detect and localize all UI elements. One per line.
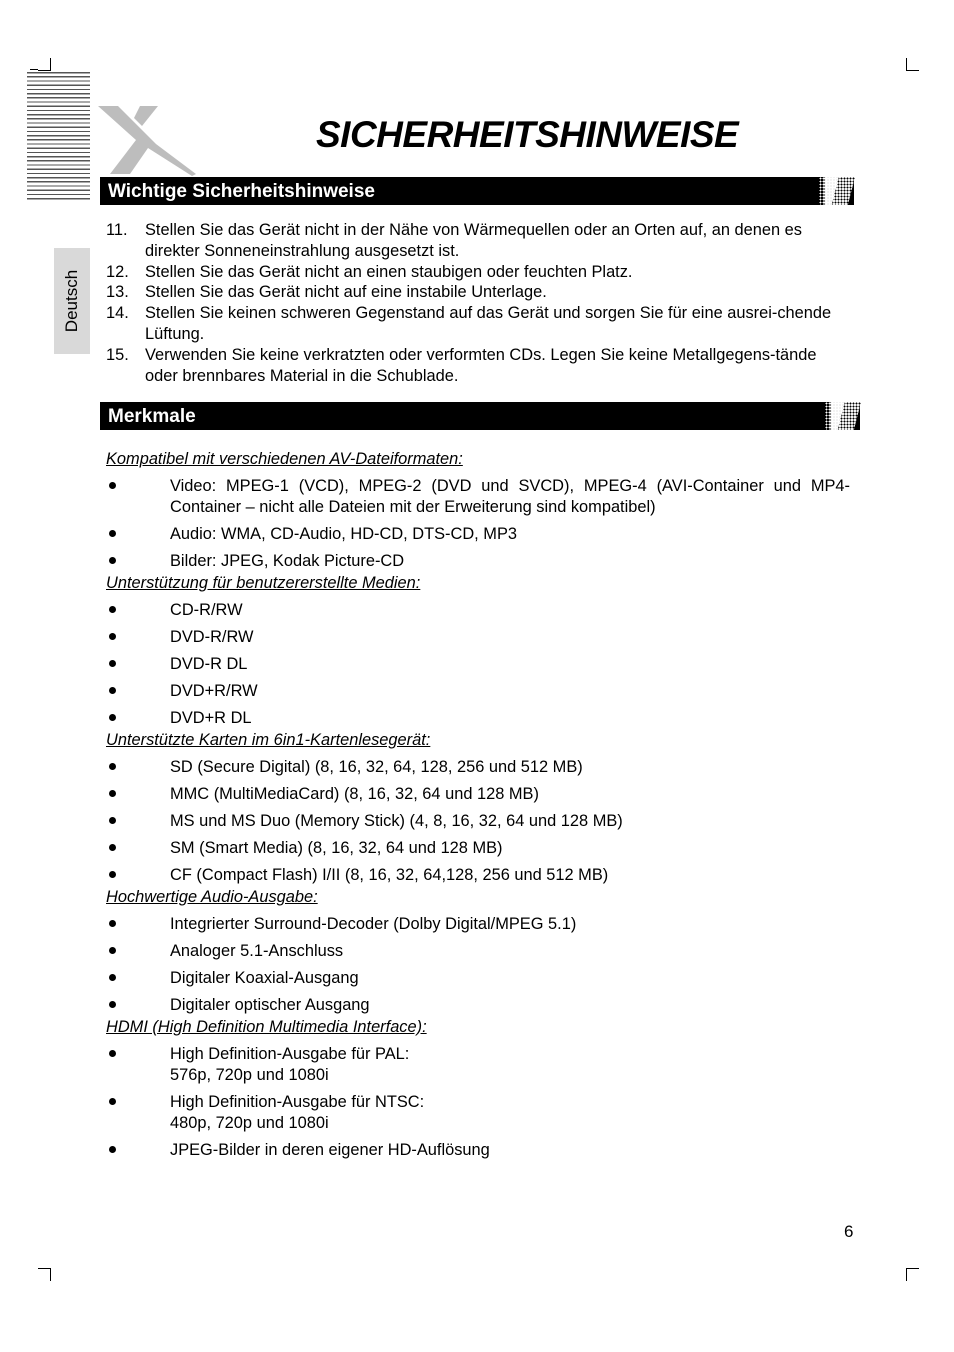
feature-item-text: Bilder: JPEG, Kodak Picture-CD (170, 552, 405, 570)
feature-item-text: DVD+R/RW (170, 682, 258, 700)
feature-item-text: CD-R/RW (170, 601, 243, 619)
feature-group (106, 887, 850, 1016)
bullet-icon (106, 1044, 170, 1086)
feature-item-text: Audio: WMA, CD-Audio, HD-CD, DTS-CD, MP3 (170, 525, 517, 543)
list-item-text: Stellen Sie keinen schweren Gegenstand auf das Gerät und sorgen Sie für eine ausrei-chende Lüftung. (145, 304, 832, 343)
bullet-icon (106, 524, 170, 545)
bullet-icon (106, 1140, 170, 1161)
feature-group-title: Kompatibel mit verschiedenen AV-Dateiformaten: (106, 450, 463, 468)
feature-group (106, 1017, 850, 1161)
language-tab (54, 248, 90, 354)
list-item-number: 11. (106, 221, 128, 239)
safety-instructions-list (106, 220, 850, 386)
page-title: SICHERHEITSHINWEISE (316, 114, 739, 155)
x-logo-icon (96, 104, 200, 178)
language-tab-label: Deutsch (62, 269, 81, 333)
feature-item-text: DVD-R/RW (170, 628, 254, 646)
feature-item (106, 757, 850, 778)
feature-item-text: DVD-R DL (170, 655, 248, 673)
crop-mark-bottom-left (38, 1268, 51, 1281)
bullet-icon (106, 551, 170, 572)
feature-item (106, 524, 850, 545)
bullet-icon (106, 995, 170, 1016)
bullet-icon (106, 476, 170, 518)
crop-mark-top-right (906, 58, 919, 71)
list-item (106, 345, 850, 387)
crop-mark-top-left (38, 58, 51, 71)
bullet-icon (106, 1092, 170, 1134)
feature-item-text: SM (Smart Media) (8, 16, 32, 64 und 128 MB) (170, 839, 503, 857)
list-item (106, 282, 850, 303)
list-item-number: 13. (106, 283, 129, 302)
feature-item-text: MS und MS Duo (Memory Stick) (4, 8, 16, 32, 64 und 128 MB) (170, 812, 623, 830)
feature-item-text: Digitaler Koaxial-Ausgang (170, 969, 359, 987)
list-item (106, 303, 850, 345)
feature-item (106, 968, 850, 989)
bullet-icon (106, 811, 170, 832)
section-heading-features: Merkmale (108, 406, 196, 427)
feature-item (106, 708, 850, 729)
bullet-icon (106, 941, 170, 962)
list-item-text: Verwenden Sie keine verkratzten oder verformten CDs. Legen Sie keine Metallgegens-tände oder brennbares Material in die Schublade. (145, 345, 817, 385)
list-item-number: 12. (106, 262, 129, 281)
feature-group (106, 573, 850, 729)
feature-item-text: Analoger 5.1-Anschluss (170, 942, 344, 960)
list-item (106, 220, 850, 262)
list-item-number: 14. (106, 304, 129, 323)
feature-group-title: Unterstützung für benutzererstellte Medien: (106, 574, 421, 592)
list-item-number: 15. (106, 345, 129, 364)
feature-item (106, 995, 850, 1016)
feature-group (106, 730, 850, 886)
bullet-icon (106, 627, 170, 648)
feature-item-text: SD (Secure Digital) (8, 16, 32, 64, 128, 256 und 512 MB) (170, 758, 583, 776)
feature-group-title: Hochwertige Audio-Ausgabe: (106, 888, 318, 906)
feature-item-text: Digitaler optischer Ausgang (170, 996, 370, 1014)
feature-item (106, 914, 850, 935)
feature-item (106, 838, 850, 859)
feature-item (106, 681, 850, 702)
feature-item (106, 811, 850, 832)
list-item-text: Stellen Sie das Gerät nicht an einen staubigen oder feuchten Platz. (145, 262, 633, 281)
feature-item (106, 551, 850, 572)
feature-item-text: DVD+R DL (170, 709, 252, 727)
feature-group-title: Unterstützte Karten im 6in1-Kartenlesegerät: (106, 731, 431, 749)
list-item (106, 262, 850, 283)
bullet-icon (106, 914, 170, 935)
feature-item-text: Video: MPEG-1 (VCD), MPEG-2 (DVD und SVCD), MPEG-4 (AVI-Container und MP4-Container – nicht alle Dateien mit der Erweiterung sind kompatibel) (170, 477, 850, 516)
feature-item (106, 654, 850, 675)
bullet-icon (106, 968, 170, 989)
list-item-text: Stellen Sie das Gerät nicht in der Nähe von Wärmequellen oder an Orten auf, an denen es direkter Sonneneinstrahlung ausgesetzt ist. (145, 221, 802, 260)
feature-item (106, 476, 850, 518)
feature-item (106, 1044, 850, 1086)
feature-item (106, 627, 850, 648)
feature-item-text: High Definition-Ausgabe für NTSC: 480p, 720p und 1080i (170, 1093, 425, 1132)
bullet-icon (106, 708, 170, 729)
bullet-icon (106, 784, 170, 805)
bullet-icon (106, 757, 170, 778)
section-heading-safety: Wichtige Sicherheitshinweise (108, 181, 375, 202)
feature-item-text: High Definition-Ausgabe für PAL: 576p, 720p und 1080i (170, 1045, 410, 1084)
bullet-icon (106, 838, 170, 859)
halftone-decoration (825, 402, 861, 430)
feature-item (106, 1140, 850, 1161)
feature-item (106, 600, 850, 621)
feature-item-text: JPEG-Bilder in deren eigener HD-Auflösung (170, 1141, 490, 1159)
feature-item (106, 784, 850, 805)
feature-item (106, 1092, 850, 1134)
feature-item-text: CF (Compact Flash) I/II (8, 16, 32, 64,128, 256 und 512 MB) (170, 866, 609, 884)
crop-mark-bottom-right (906, 1268, 919, 1281)
bullet-icon (106, 654, 170, 675)
section-bar-features (100, 402, 860, 430)
feature-item-text: MMC (MultiMediaCard) (8, 16, 32, 64 und 128 MB) (170, 785, 539, 803)
section-bar-safety (100, 177, 854, 205)
bullet-icon (106, 600, 170, 621)
page-number: 6 (844, 1222, 854, 1241)
striped-side-decoration (27, 72, 90, 200)
features-list (106, 449, 850, 1162)
feature-item-text: Integrierter Surround-Decoder (Dolby Digital/MPEG 5.1) (170, 915, 577, 933)
feature-group (106, 449, 850, 572)
feature-item (106, 941, 850, 962)
list-item-text: Stellen Sie das Gerät nicht auf eine instabile Unterlage. (145, 283, 547, 302)
halftone-decoration (819, 177, 855, 205)
bullet-icon (106, 681, 170, 702)
feature-item (106, 865, 850, 886)
feature-group-title: HDMI (High Definition Multimedia Interface): (106, 1018, 427, 1036)
bullet-icon (106, 865, 170, 886)
